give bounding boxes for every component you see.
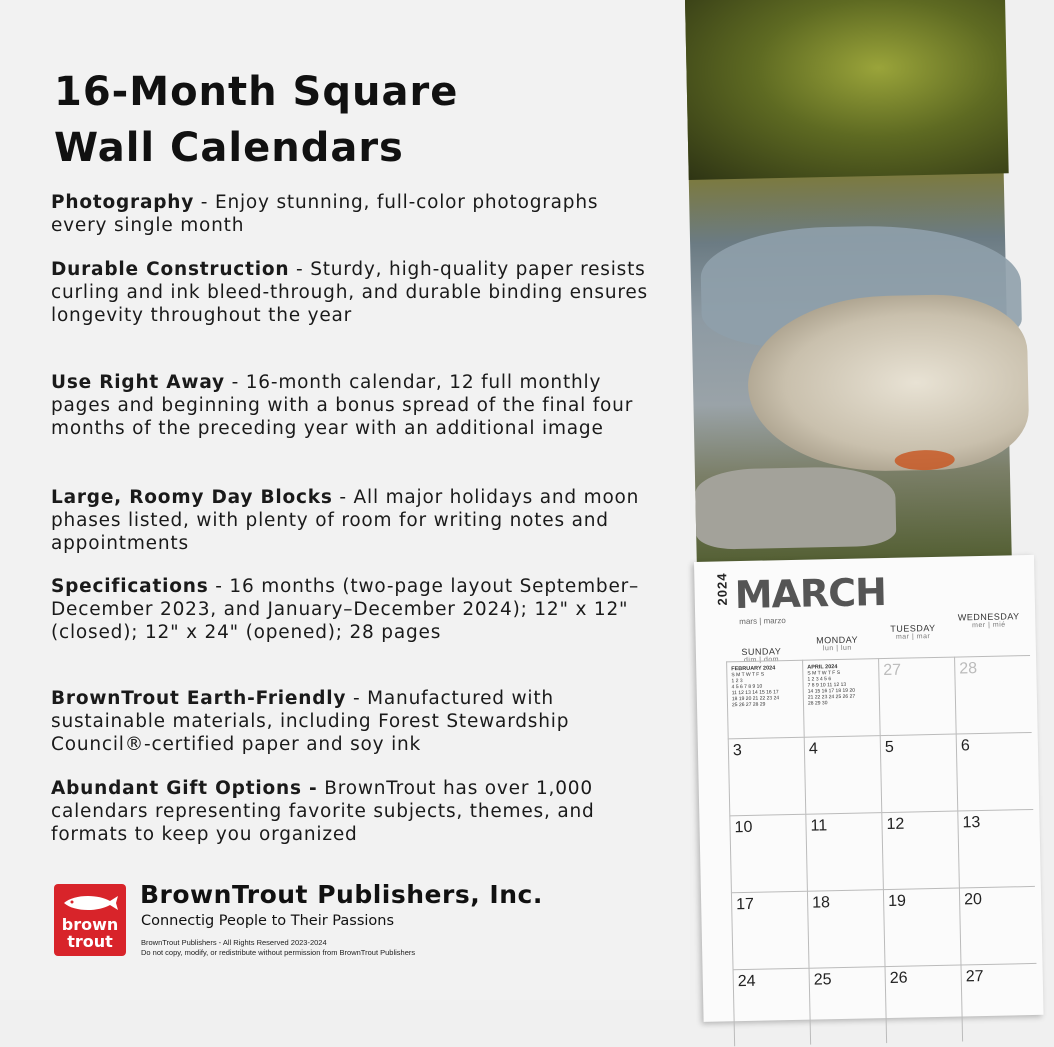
feature-specifications [51,575,651,644]
mini-row: S M T W T F S [807,669,841,677]
mini-row: 1 2 3 4 5 6 [807,676,832,683]
day-cell [728,737,806,816]
publisher-tagline: Connectig People to Their Passions [141,913,395,929]
day-cell [957,809,1035,888]
day-number: 12 [886,815,905,834]
day-sub: dim | dom [743,656,780,664]
day-cell [731,891,809,970]
day-sub: mar | mar [895,633,931,641]
day-cell [726,660,804,739]
feature-title: Specifications [51,576,209,597]
mini-row: 4 5 6 7 8 9 10 [731,683,763,691]
day-number: 24 [737,972,756,991]
calendar-year: 2024 [714,572,730,606]
day-number: 17 [736,895,755,914]
day-cell [729,814,807,893]
day-cell [802,658,880,737]
calendar-grid [726,655,1053,1022]
day-number: 5 [884,738,895,757]
day-sub: lun | lun [822,644,852,653]
day-name: TUESDAY [890,622,936,634]
feature-title: Durable Construction [51,259,290,280]
photo-rock [695,466,897,550]
day-number: 3 [732,742,743,760]
feature-separator: - [332,487,354,508]
day-number: 4 [808,740,819,758]
day-cell [885,965,963,1044]
feature-text: Sturdy, high-quality paper resists curling and ink bleed-through, and durable binding ensures longevity throughout the year [51,259,648,326]
day-header-monday [800,634,875,653]
day-cell [956,732,1034,811]
feature-text: Manufactured with sustainable materials, including Forest Stewardship Council®-certified paper and soy ink [51,688,570,755]
day-number: 19 [887,892,907,911]
browntrout-logo [54,884,126,956]
day-number: 18 [811,894,831,912]
day-cell [804,735,882,814]
mini-row: 7 8 9 10 11 12 13 [807,681,847,689]
calendar-month: MARCH [734,569,887,618]
page-title [54,64,654,176]
feature-separator: - [194,192,215,213]
trout-icon [60,892,120,914]
feature-separator: - [346,688,368,709]
mini-row: 11 12 13 14 15 16 17 [731,689,779,697]
day-cell [878,657,956,736]
calendar-month-sub: mars | marzo [739,616,786,627]
feature-day-blocks [51,486,651,555]
day-header-tuesday [875,623,950,642]
mini-title: FEBRUARY 2024 [731,665,776,673]
day-cell [880,734,958,813]
day-name: WEDNESDAY [957,611,1020,623]
logo-text-brown: brown [61,915,119,934]
feature-gift-options [51,777,651,846]
title-line-2: Wall Calendars [54,125,404,171]
day-name: SUNDAY [741,646,782,658]
day-number: 28 [959,660,978,678]
mini-row: 18 19 20 21 22 23 24 [731,695,780,703]
mini-row: 28 29 30 [807,700,828,707]
feature-text: 16 months (two-page layout September–December 2023, and January–December 2024); 12" x 12" (closed); 12" x 24" (opened); 28 pages [51,576,640,643]
mini-row: 25 26 27 28 29 [731,701,766,709]
feature-text: Enjoy stunning, full-color photographs every single month [51,192,599,236]
day-name: MONDAY [816,634,859,646]
mini-title: APRIL 2024 [807,664,838,671]
feature-separator: - [289,259,311,280]
mini-row: 21 22 23 24 25 26 27 [807,693,856,701]
day-number: 27 [965,968,984,986]
feature-text: All major holidays and moon phases listed, with plenty of room for writing notes and appointments [51,487,640,554]
mini-row: 14 15 16 17 18 19 20 [807,687,856,695]
feature-separator: - [224,372,246,393]
day-number: 25 [813,971,832,989]
feature-separator: - [208,576,230,597]
mini-calendar-april [807,664,855,707]
day-cell [954,655,1032,734]
day-cell [733,968,811,1047]
feature-title: BrownTrout Earth-Friendly [51,688,347,709]
publisher-name: BrownTrout Publishers, Inc. [140,880,543,909]
feature-text: 16-month calendar, 12 full monthly pages and beginning with a bonus spread of the final four months of the preceding year with an additional image [51,372,634,439]
day-cell [805,812,883,891]
day-cell [809,966,887,1045]
day-sub: mer | mié [972,621,1006,630]
day-number: 20 [963,891,983,909]
day-cell [883,888,961,967]
legal-line-2: Do not copy, modify, or redistribute without permission from BrownTrout Publishers [141,948,416,957]
wolf-photo [685,0,1012,580]
feature-title: Large, Roomy Day Blocks [51,487,333,508]
day-header-wednesday [951,611,1026,630]
publisher-legal [141,938,415,958]
day-cell [959,886,1037,965]
feature-right-away [51,371,651,440]
day-number: 11 [810,817,828,835]
feature-durable [51,258,651,327]
feature-photography [51,191,651,237]
feature-text: BrownTrout has over 1,000 calendars representing favorite subjects, themes, and formats to keep you organized [51,778,595,845]
photo-foliage [685,0,1009,180]
feature-title: Abundant Gift Options - [51,778,318,799]
feature-title: Photography [51,192,195,213]
day-number: 13 [962,814,981,832]
calendar-page [694,555,1044,1022]
mini-row: S M T W T F S [731,671,765,679]
day-cell [960,963,1038,1042]
mini-row: 1 2 3 [731,678,743,685]
feature-earth-friendly [51,687,651,756]
logo-text-trout: trout [67,932,113,951]
day-number: 26 [889,969,908,987]
day-cell [807,889,885,968]
day-cell [881,811,959,890]
day-number: 6 [960,737,970,755]
day-number: 27 [883,661,902,680]
legal-line-1: BrownTrout Publishers - All Rights Reserved 2023-2024 [141,938,327,947]
title-line-1: 16-Month Square [54,69,459,115]
mini-calendar-february [731,665,779,708]
feature-title: Use Right Away [51,372,225,393]
day-number: 10 [734,818,753,837]
